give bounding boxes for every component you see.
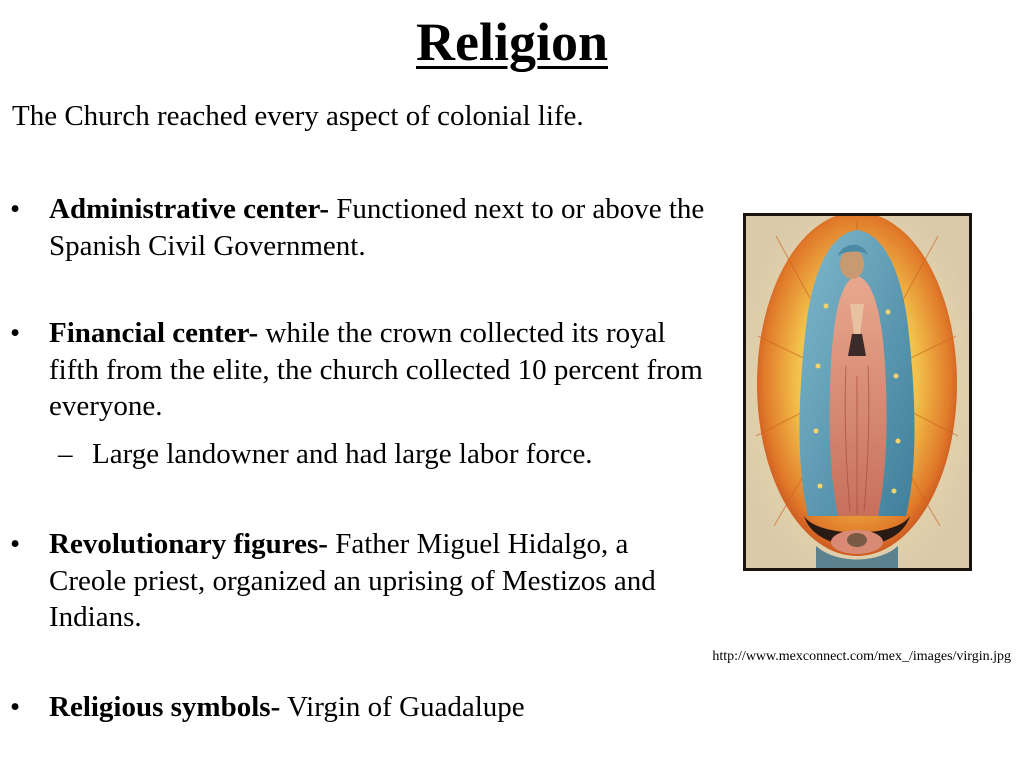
bullet-body [49,526,709,636]
bullet-text: while the crown collected its royal fifth from the elite, the church collected 10 percent from everyone. [49,317,703,422]
bullet-marker: • [10,691,21,723]
intro-text: The Church reached every aspect of colonial life. [12,100,584,132]
bullet-marker: • [10,317,21,349]
image-caption: http://www.mexconnect.com/mex_/images/virgin.jpg [712,649,1011,664]
virgin-of-guadalupe-image [743,213,972,571]
bullet-body [49,191,709,264]
virgin-of-guadalupe-illustration [746,216,969,568]
sub-bullet-text: Large landowner and had large labor force. [92,438,593,470]
bullet-lead: Financial center- [49,317,259,349]
bullet-marker: • [10,528,21,560]
bullet-text: Virgin of Guadalupe [280,691,525,723]
sub-bullet-marker: – [58,438,73,470]
bullet-marker: • [10,193,21,225]
bullet-lead: Religious symbols- [49,691,281,723]
bullet-text: Functioned next to or above the Spanish Civil Government. [49,193,705,262]
slide-title: Religion [415,12,608,72]
bullet-text: Father Miguel Hidalgo, a Creole priest, organized an uprising of Mestizos and Indians. [49,528,656,633]
bullet-lead: Administrative center- [49,193,329,225]
bullet-body [49,315,709,425]
bullet-lead: Revolutionary figures- [49,528,328,560]
bullet-body [49,689,709,726]
